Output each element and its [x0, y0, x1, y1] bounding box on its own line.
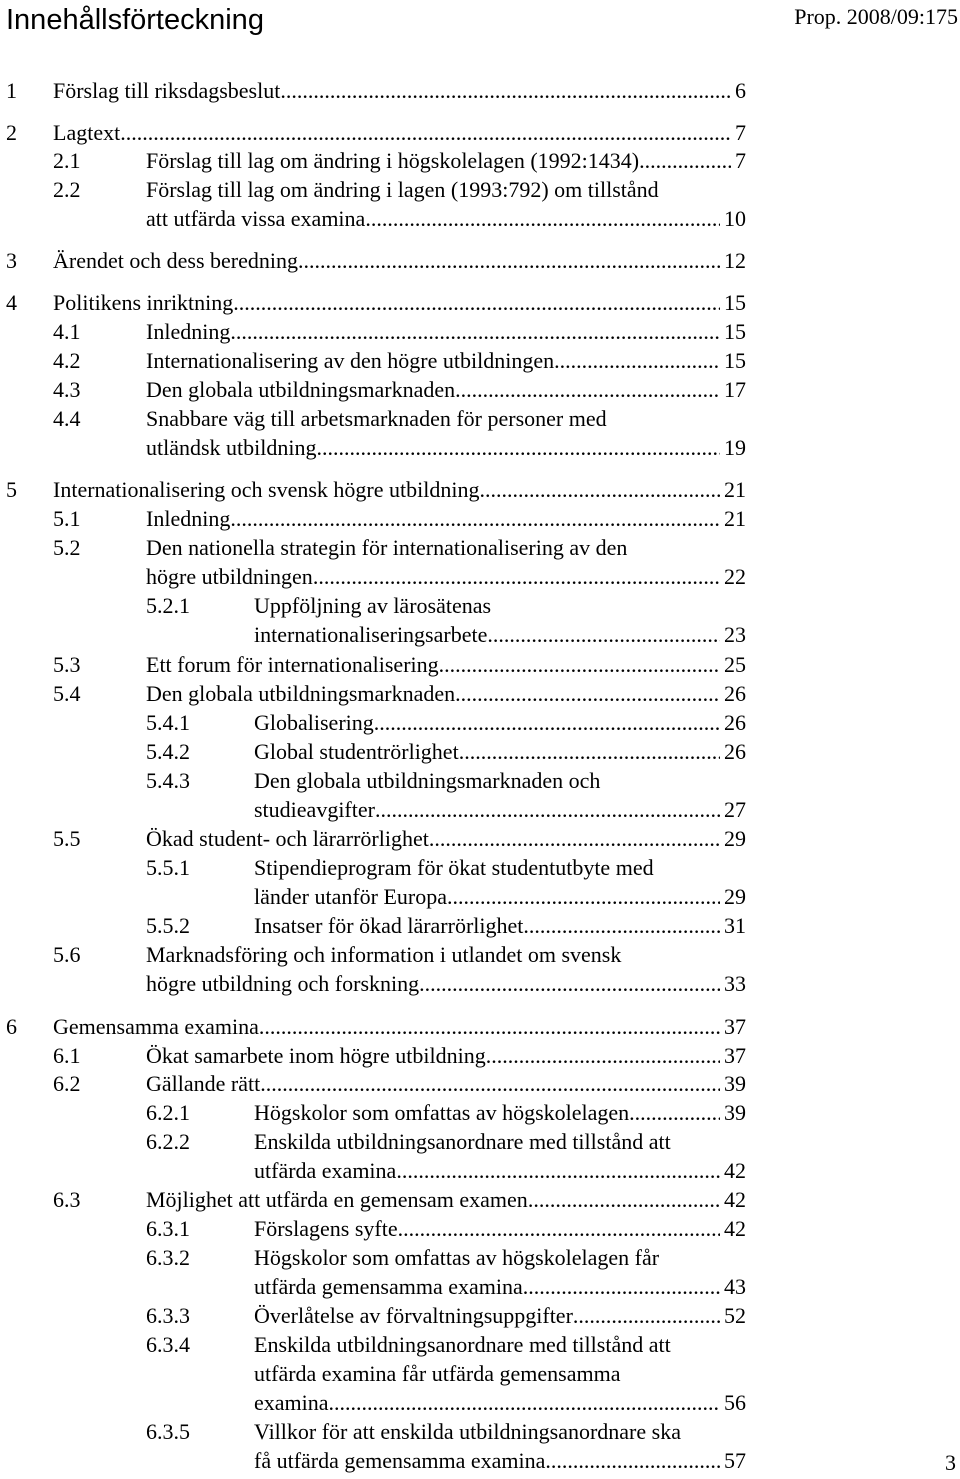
toc-entry-number: 5.5: [53, 826, 81, 851]
toc-entry-title: Global studentrörlighet: [254, 739, 459, 764]
toc-entry-number: 2: [6, 120, 17, 145]
toc-entry[interactable]: [6, 940, 746, 998]
dot-leader: [439, 650, 720, 679]
toc-entry-number: 4.1: [53, 319, 81, 344]
toc-entry[interactable]: [6, 824, 746, 853]
toc-entry[interactable]: [6, 1012, 746, 1041]
toc-entry-title: Villkor för att enskilda utbildningsanordnare ska: [254, 1419, 681, 1444]
toc-entry[interactable]: [6, 504, 746, 533]
toc-entry-page: 15: [724, 319, 746, 344]
toc-entry-number: 5.6: [53, 942, 81, 967]
dot-leader: [479, 475, 720, 504]
toc-entry[interactable]: [6, 1127, 746, 1185]
toc-entry-number: 4.2: [53, 348, 81, 373]
toc-entry-number: 3: [6, 248, 17, 273]
toc-entry-number: 5.3: [53, 652, 81, 677]
dot-leader: [455, 679, 720, 708]
toc-entry-title: Den globala utbildningsmarknaden och: [254, 768, 601, 793]
toc-entry[interactable]: [6, 1301, 746, 1330]
toc-entry[interactable]: [6, 533, 746, 591]
toc-entry-number: 5.2: [53, 535, 81, 560]
toc-entry-page: 26: [724, 681, 746, 706]
toc-entry-title: Överlåtelse av förvaltningsuppgifter: [254, 1303, 573, 1328]
toc-entry-number: 6.3.4: [146, 1332, 190, 1357]
dot-leader: [365, 204, 720, 233]
toc-entry-number: 4.3: [53, 377, 81, 402]
toc-entry-title: att utfärda vissa examina: [146, 206, 366, 231]
toc-entry[interactable]: [6, 146, 746, 175]
toc-entry-page: 26: [724, 710, 746, 735]
dot-leader: [120, 118, 731, 147]
dot-leader: [329, 1388, 720, 1417]
dot-leader: [317, 433, 721, 462]
toc-entry-number: 5: [6, 477, 17, 502]
toc-entry-page: 21: [724, 506, 746, 531]
toc-entry-title: Uppföljning av lärosätenas: [254, 593, 492, 618]
toc-entry[interactable]: [6, 288, 746, 317]
toc-entry-title: Gemensamma examina: [53, 1014, 259, 1039]
toc-entry[interactable]: [6, 1185, 746, 1214]
toc-entry-page: 23: [724, 622, 746, 647]
toc-entry-title: studieavgifter: [254, 797, 375, 822]
toc-entry[interactable]: [6, 1041, 746, 1070]
toc-entry-number: 1: [6, 78, 17, 103]
toc-entry-number: 4.4: [53, 406, 81, 431]
toc-entry-number: 4: [6, 290, 17, 315]
toc-entry-title: Ökat samarbete inom högre utbildning: [146, 1043, 486, 1068]
dot-leader: [455, 375, 720, 404]
dot-leader: [396, 1156, 720, 1185]
toc-entry-title: Förslag till lag om ändring i lagen (1993:792) om tillstånd: [146, 177, 659, 202]
toc-entry-page: 29: [724, 884, 746, 909]
toc-entry-title: Marknadsföring och information i utlandet om svensk: [146, 942, 622, 967]
toc-entry[interactable]: [6, 375, 746, 404]
toc-entry-page: 42: [724, 1158, 746, 1183]
toc-entry-number: 6.1: [53, 1043, 81, 1068]
toc-entry[interactable]: [6, 708, 746, 737]
toc-entry-page: 25: [724, 652, 746, 677]
dot-leader: [280, 76, 731, 105]
dot-leader: [629, 1098, 720, 1127]
dot-leader: [486, 1041, 720, 1070]
toc-entry-number: 6.2.2: [146, 1129, 190, 1154]
toc-entry-title: högre utbildningen: [146, 564, 313, 589]
toc-entry-number: 5.5.2: [146, 913, 190, 938]
toc-entry-page: 22: [724, 564, 746, 589]
toc-entry-number: 2.1: [53, 148, 81, 173]
toc-entry[interactable]: [6, 591, 746, 649]
dot-leader: [233, 288, 720, 317]
dot-leader: [260, 1069, 720, 1098]
dot-leader: [398, 1214, 720, 1243]
toc-entry-title: få utfärda gemensamma examina: [254, 1448, 546, 1473]
page-title: Innehållsförteckning: [6, 4, 264, 36]
toc-entry-title: Inledning: [146, 506, 231, 531]
toc-entry-page: 37: [724, 1014, 746, 1039]
toc-entry[interactable]: [6, 1243, 746, 1301]
toc-entry-title: Förslag till lag om ändring i högskolelagen (1992:1434).: [146, 148, 645, 173]
toc-entry-title: länder utanför Europa: [254, 884, 448, 909]
toc-entry-title: Högskolor som omfattas av högskolelagen: [254, 1100, 630, 1125]
toc-entry[interactable]: [6, 175, 746, 233]
toc-entry[interactable]: [6, 1069, 746, 1098]
toc-entry[interactable]: [6, 853, 746, 911]
toc-entry-title: utfärda examina får utfärda gemensamma: [254, 1361, 621, 1386]
toc-entry-title: examina: [254, 1390, 329, 1415]
toc-entry-page: 17: [724, 377, 746, 402]
toc-entry-title: Högskolor som omfattas av högskolelagen får: [254, 1245, 660, 1270]
toc-entry-title: Snabbare väg till arbetsmarknaden för personer med: [146, 406, 607, 431]
toc-entry[interactable]: [6, 118, 746, 147]
toc-entry-number: 2.2: [53, 177, 81, 202]
toc-entry[interactable]: [6, 737, 746, 766]
toc-entry-page: 12: [724, 248, 746, 273]
toc-entry-title: Inledning: [146, 319, 231, 344]
toc-entry-title: Lagtext: [53, 120, 121, 145]
toc-entry-title: utfärda gemensamma examina: [254, 1274, 523, 1299]
toc-entry-number: 6: [6, 1014, 17, 1039]
toc-entry[interactable]: [6, 1098, 746, 1127]
dot-leader: [487, 620, 720, 649]
toc-entry[interactable]: [6, 76, 746, 105]
toc-entry-page: 52: [724, 1303, 746, 1328]
toc-entry-page: 19: [724, 435, 746, 460]
toc-entry-number: 6.3: [53, 1187, 81, 1212]
toc-entry-page: 6: [735, 78, 746, 103]
toc-entry-title: Globalisering: [254, 710, 374, 735]
toc-entry-number: 5.2.1: [146, 593, 190, 618]
toc-entry-title: Enskilda utbildningsanordnare med tillstånd att: [254, 1129, 671, 1154]
toc-entry[interactable]: [6, 1330, 746, 1417]
toc-entry-page: 39: [724, 1100, 746, 1125]
toc-entry-page: 29: [724, 826, 746, 851]
toc-entry-title: Möjlighet att utfärda en gemensam examen: [146, 1187, 528, 1212]
toc-entry-number: 6.2.1: [146, 1100, 190, 1125]
toc-entry[interactable]: [6, 246, 746, 275]
toc-entry[interactable]: [6, 679, 746, 708]
toc-entry-page: 42: [724, 1187, 746, 1212]
toc-entry-title: Enskilda utbildningsanordnare med tillstånd att: [254, 1332, 671, 1357]
dot-leader: [259, 1012, 720, 1041]
dot-leader: [374, 708, 720, 737]
toc-entry-page: 21: [724, 477, 746, 502]
toc-entry-page: 56: [724, 1390, 746, 1415]
dot-leader: [447, 882, 720, 911]
dot-leader: [298, 246, 720, 275]
dot-leader: [375, 795, 720, 824]
toc-entry-page: 37: [724, 1043, 746, 1068]
proposition-number: Prop. 2008/09:175: [794, 4, 958, 29]
dot-leader: [645, 146, 731, 175]
toc-entry-title: utfärda examina: [254, 1158, 397, 1183]
toc-entry-page: 39: [724, 1071, 746, 1096]
toc-entry-number: 6.3.2: [146, 1245, 190, 1270]
toc-entry-number: 5.4.2: [146, 739, 190, 764]
toc-entry-title: Förslag till riksdagsbeslut: [53, 78, 281, 103]
toc-entry-page: 33: [724, 971, 746, 996]
dot-leader: [573, 1301, 720, 1330]
toc-entry-title: Ett forum för internationalisering: [146, 652, 439, 677]
toc-entry-page: 15: [724, 290, 746, 315]
dot-leader: [528, 1185, 720, 1214]
toc-entry-title: Förslagens syfte: [254, 1216, 398, 1241]
dot-leader: [523, 911, 720, 940]
toc-entry-page: 7: [735, 148, 746, 173]
toc-entry-title: Internationalisering av den högre utbildningen: [146, 348, 555, 373]
dot-leader: [419, 969, 720, 998]
toc-entry-title: Den nationella strategin för internationalisering av den: [146, 535, 628, 560]
dot-leader: [313, 562, 720, 591]
page-number: 3: [945, 1450, 956, 1475]
toc-entry[interactable]: [6, 650, 746, 679]
toc-entry-title: Ärendet och dess beredning: [53, 248, 298, 273]
toc-entry-page: 27: [724, 797, 746, 822]
dot-leader: [459, 737, 720, 766]
toc-entry-number: 6.3.1: [146, 1216, 190, 1241]
toc-entry[interactable]: [6, 1214, 746, 1243]
toc-entry-number: 5.4.3: [146, 768, 190, 793]
toc-entry-title: Stipendieprogram för ökat studentutbyte med: [254, 855, 654, 880]
toc-entry-title: Ökad student- och lärarrörlighet: [146, 826, 429, 851]
toc-entry-number: 6.3.5: [146, 1419, 190, 1444]
toc-entry-number: 6.3.3: [146, 1303, 190, 1328]
toc-entry-title: Den globala utbildningsmarknaden: [146, 681, 456, 706]
toc-entry[interactable]: [6, 766, 746, 824]
dot-leader: [554, 346, 720, 375]
toc-entry-title: Politikens inriktning: [53, 290, 234, 315]
dot-leader: [429, 824, 720, 853]
toc-entry[interactable]: [6, 1417, 746, 1475]
toc-entry-title: Gällande rätt: [146, 1071, 261, 1096]
toc-entry-number: 5.1: [53, 506, 81, 531]
toc-entry-page: 42: [724, 1216, 746, 1241]
toc-entry-page: 31: [724, 913, 746, 938]
toc-entry-title: internationaliseringsarbete: [254, 622, 488, 647]
toc-entry-number: 5.4: [53, 681, 81, 706]
toc-entry[interactable]: [6, 911, 746, 940]
toc-entry-title: Den globala utbildningsmarknaden: [146, 377, 456, 402]
toc-entry-title: högre utbildning och forskning: [146, 971, 420, 996]
toc-entry-page: 43: [724, 1274, 746, 1299]
toc-entry[interactable]: [6, 317, 746, 346]
toc-entry-page: 10: [724, 206, 746, 231]
toc-entry-number: 5.5.1: [146, 855, 190, 880]
toc-entry-page: 7: [735, 120, 746, 145]
toc-entry[interactable]: [6, 475, 746, 504]
toc-entry-page: 15: [724, 348, 746, 373]
toc-entry-title: Internationalisering och svensk högre utbildning: [53, 477, 480, 502]
toc-entry-title: utländsk utbildning: [146, 435, 317, 460]
dot-leader: [523, 1272, 720, 1301]
dot-leader: [230, 504, 720, 533]
toc-entry-page: 57: [724, 1448, 746, 1473]
toc-entry[interactable]: [6, 404, 746, 462]
toc-entry-page: 26: [724, 739, 746, 764]
toc-entry-number: 6.2: [53, 1071, 81, 1096]
toc-entry-title: Insatser för ökad lärarrörlighet: [254, 913, 524, 938]
dot-leader: [545, 1446, 720, 1475]
toc-entry-number: 5.4.1: [146, 710, 190, 735]
dot-leader: [230, 317, 720, 346]
toc-entry[interactable]: [6, 346, 746, 375]
